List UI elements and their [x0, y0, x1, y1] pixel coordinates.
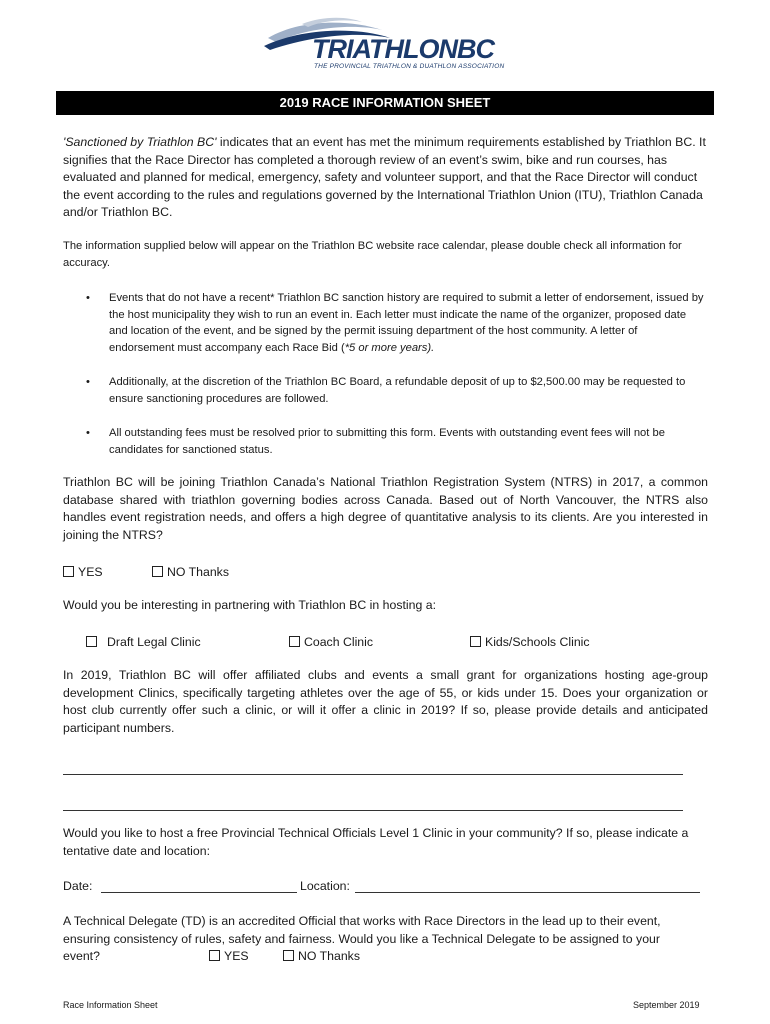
bullet-marker: •	[86, 376, 90, 388]
td-yes-option[interactable]	[209, 947, 249, 965]
checkbox-icon[interactable]	[209, 950, 220, 961]
checkbox-icon[interactable]	[86, 636, 97, 647]
bullet-text: Events that do not have a recent* Triathlon BC sanction history are required to submit a letter of endorsement, issued by the host municipality they wish to run an event in. Each letter must indicate the name of the organizer, proposed date and location of the event, and be signed by the permit issuing department of the host community. A letter of endorsement must accompany each Race Bid (*5 or more years).	[109, 292, 704, 354]
td-no-label: NO Thanks	[298, 949, 360, 963]
checkbox-icon[interactable]	[152, 566, 163, 577]
draft-legal-clinic-label: Draft Legal Clinic	[107, 635, 201, 649]
checkbox-icon[interactable]	[283, 950, 294, 961]
ntrs-no-option[interactable]	[152, 563, 229, 581]
location-label: Location:	[300, 879, 350, 893]
draft-legal-clinic-option[interactable]	[86, 633, 201, 651]
ntrs-yes-label: YES	[78, 565, 103, 579]
kids-schools-clinic-option[interactable]	[470, 633, 590, 651]
bullet-text: Additionally, at the discretion of the Triathlon BC Board, a refundable deposit of up to $2,500.00 may be requested to ensure sanctioning procedures are followed.	[109, 376, 686, 405]
td-yes-label: YES	[224, 949, 249, 963]
triathlon-bc-logo	[262, 16, 512, 76]
checkbox-icon[interactable]	[63, 566, 74, 577]
checkbox-icon[interactable]	[289, 636, 300, 647]
td-no-option[interactable]	[283, 947, 360, 965]
page-title: 2019 RACE INFORMATION SHEET	[56, 91, 714, 115]
footer-right: September 2019	[633, 1000, 700, 1010]
answer-line-2[interactable]	[63, 810, 683, 811]
bullet-marker: •	[86, 292, 90, 304]
ntrs-yes-option[interactable]	[63, 563, 103, 581]
logo-tagline: THE PROVINCIAL TRIATHLON & DUATHLON ASSOCIATION	[314, 63, 505, 70]
td-paragraph: A Technical Delegate (TD) is an accredited Official that works with Race Directors in the lead up to their event, ensuring consistency of rules, safety and fairness. Would you like a Technical Delegate to be assigned to your	[63, 914, 661, 946]
checkbox-icon[interactable]	[470, 636, 481, 647]
date-field[interactable]	[101, 892, 297, 893]
grant-paragraph: In 2019, Triathlon BC will offer affiliated clubs and events a small grant for organizations hosting age-group development Clinics, specifically targeting athletes over the age of 55, or kids under 15. Does your organization or host club currently offer such a clinic, or will it offer a clinic in 2019? If so, please provide details and anticipated participant numbers.	[63, 668, 708, 735]
coach-clinic-label: Coach Clinic	[304, 635, 374, 649]
info-note: The information supplied below will appear on the Triathlon BC website race calendar, please double check all information for accuracy.	[63, 240, 682, 269]
ntrs-no-label: NO Thanks	[167, 565, 229, 579]
td-last-word: event?	[63, 949, 100, 963]
ntrs-paragraph: Triathlon BC will be joining Triathlon Canada’s National Triathlon Registration System (NTRS) in 2017, a common database shared with triathlon governing bodies across Canada. Based out of North Vancouver, the NTRS also handles event registration needs, and offers a high degree of quantitative analysis to its clients. Are you interested in joining the NTRS?	[63, 475, 708, 542]
partner-question: Would you be interesting in partnering with Triathlon BC in hosting a:	[63, 598, 436, 612]
coach-clinic-option[interactable]	[289, 633, 373, 651]
intro-paragraph	[63, 134, 708, 222]
answer-line-1[interactable]	[63, 774, 683, 775]
officials-question: Would you like to host a free Provincial Technical Officials Level 1 Clinic in your community? If so, please indicate a tentative date and location:	[63, 826, 689, 858]
sanctioned-term: 'Sanctioned by Triathlon BC'	[63, 135, 217, 149]
bullet-marker: •	[86, 427, 90, 439]
intro-text: indicates that an event has met the minimum requirements established by Triathlon BC. It signifies that the Race Director has completed a thorough review of an event’s swim, bike and run courses, has evaluated and planned for medical, emergency, safety and volunteer support, and that the Race Director will conduct the event according to the rules and regulations governed by the International Triathlon Union (ITU), Triathlon Canada and/or Triathlon BC.	[63, 135, 706, 220]
location-field[interactable]	[355, 892, 700, 893]
bullet-text: All outstanding fees must be resolved prior to submitting this form. Events with outstanding event fees will not be candidates for sanctioned status.	[109, 427, 665, 456]
kids-schools-clinic-label: Kids/Schools Clinic	[485, 635, 590, 649]
date-label: Date:	[63, 879, 93, 893]
footer-left: Race Information Sheet	[63, 1000, 158, 1010]
logo-wordmark: TRIATHLONBC	[312, 34, 494, 64]
